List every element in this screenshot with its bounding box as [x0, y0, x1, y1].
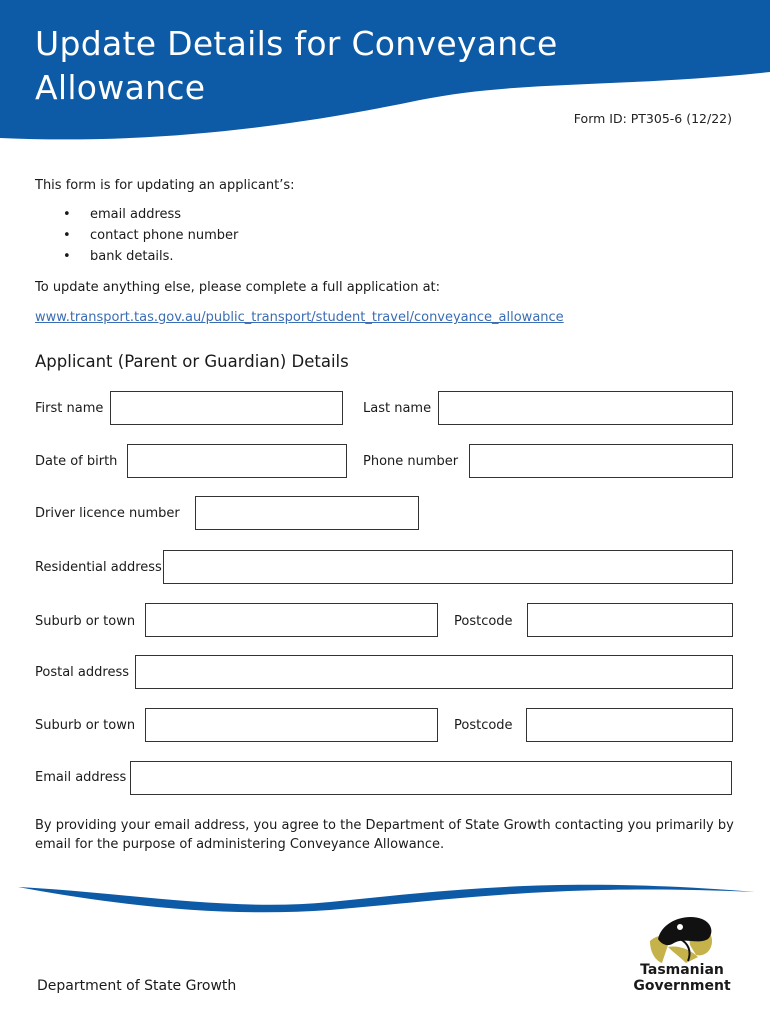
postal-address-label: Postal address — [35, 665, 129, 680]
consent-text: By providing your email address, you agree to the Department of State Growth contacting you primarily by email for the purpose of administering Conveyance Allowance. — [35, 818, 734, 852]
update-else-text: To update anything else, please complete a full application at: — [35, 280, 441, 295]
postal-postcode-label: Postcode — [454, 718, 513, 733]
postal-suburb-field[interactable] — [145, 708, 438, 742]
first-name-label: First name — [35, 401, 104, 416]
list-item: • bank details. — [35, 246, 238, 267]
title-line-1: Update Details for Conveyance — [35, 24, 558, 63]
last-name-label: Last name — [363, 401, 432, 416]
update-items-list — [35, 204, 238, 267]
residential-suburb-label: Suburb or town — [35, 614, 136, 629]
driver-licence-label: Driver licence number — [35, 506, 180, 521]
residential-postcode-label: Postcode — [454, 614, 513, 629]
date-of-birth-field[interactable] — [127, 444, 347, 478]
form-id: Form ID: PT305-6 (12/22) — [573, 111, 732, 126]
page-title — [35, 22, 558, 110]
intro-text: This form is for updating an applicant’s: — [35, 178, 295, 193]
first-name-field[interactable] — [110, 391, 343, 425]
postal-address-field[interactable] — [135, 655, 733, 689]
date-of-birth-label: Date of birth — [35, 454, 118, 469]
list-item: • email address — [35, 204, 238, 225]
residential-postcode-field[interactable] — [527, 603, 733, 637]
phone-number-label: Phone number — [363, 454, 459, 469]
driver-licence-field[interactable] — [195, 496, 419, 530]
residential-suburb-field[interactable] — [145, 603, 438, 637]
postal-suburb-label: Suburb or town — [35, 718, 136, 733]
logo-line-2: Government — [633, 978, 731, 994]
title-line-2: Allowance — [35, 68, 206, 107]
phone-number-field[interactable] — [469, 444, 733, 478]
residential-address-field[interactable] — [163, 550, 733, 584]
residential-address-label: Residential address — [35, 560, 162, 575]
postal-postcode-field[interactable] — [526, 708, 733, 742]
logo-line-1: Tasmanian — [640, 962, 724, 978]
email-address-label: Email address — [35, 770, 127, 785]
list-item: • contact phone number — [35, 225, 238, 246]
email-address-field[interactable] — [130, 761, 732, 795]
section-title: Applicant (Parent or Guardian) Details — [35, 352, 349, 371]
department-name: Department of State Growth — [37, 978, 237, 994]
tasmanian-government-logo — [628, 962, 736, 994]
conveyance-allowance-link[interactable]: www.transport.tas.gov.au/public_transport/student_travel/conveyance_allowance — [35, 310, 564, 325]
last-name-field[interactable] — [438, 391, 733, 425]
